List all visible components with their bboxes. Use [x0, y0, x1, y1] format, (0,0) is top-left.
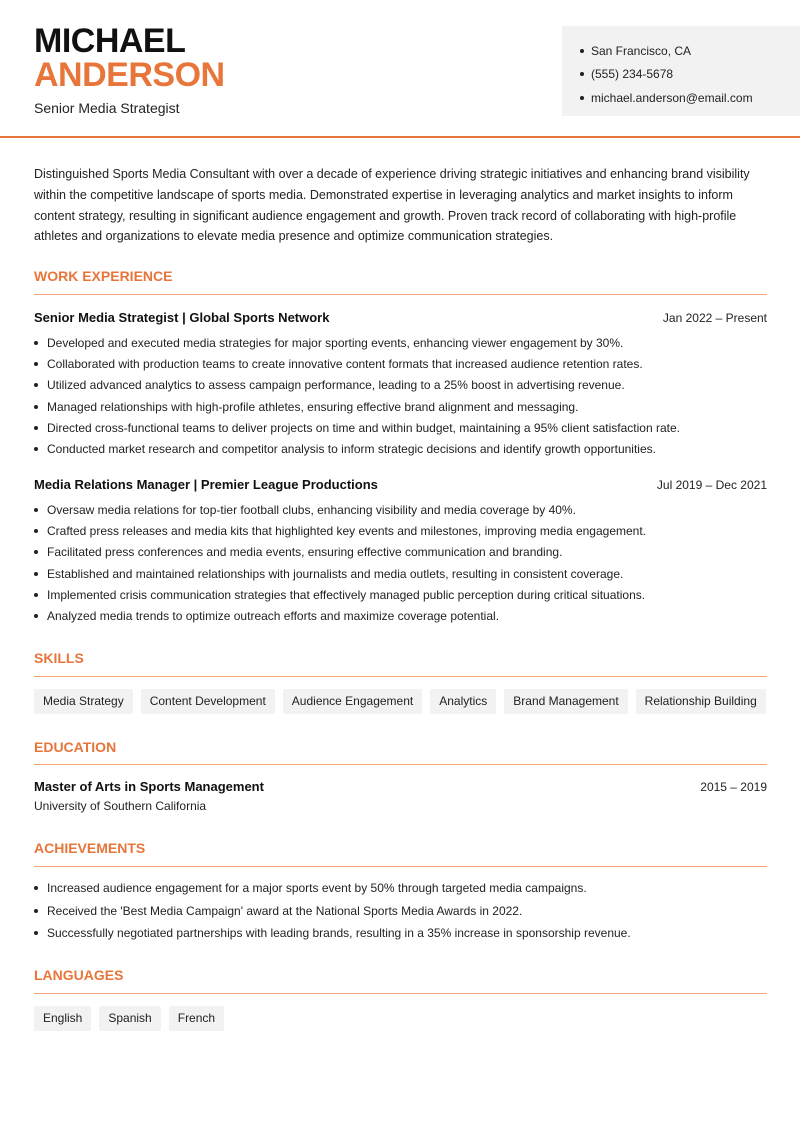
contact-email-text: michael.anderson@email.com [591, 90, 753, 105]
bullet-icon [34, 593, 38, 597]
list-item [34, 520, 767, 541]
list-item [34, 542, 767, 563]
list-item-text: Implemented crisis communication strategies that effectively managed public perception during critical situations. [47, 587, 646, 602]
list-item-text: Increased audience engagement for a major sports event by 50% through targeted media campaigns. [47, 881, 587, 896]
contact-location-text: San Francisco, CA [591, 43, 692, 58]
language-chips [34, 1006, 224, 1031]
languages-section-rule [34, 993, 767, 994]
bullet-icon [34, 909, 38, 913]
list-item [34, 499, 767, 520]
skill-chip: Media Strategy [34, 689, 133, 714]
last-name: ANDERSON [34, 56, 225, 94]
bullet-icon [580, 49, 584, 53]
work-section-rule [34, 294, 767, 295]
skill-chip: Analytics [430, 689, 496, 714]
contact-box [562, 26, 800, 116]
list-item-text: Analyzed media trends to optimize outreach efforts and maximize coverage potential. [47, 609, 500, 624]
list-item [34, 877, 767, 900]
list-item [34, 396, 767, 417]
job-bullets [34, 332, 767, 460]
skills-section-rule [34, 676, 767, 677]
contact-email [580, 86, 800, 110]
skill-chip: Relationship Building [636, 689, 766, 714]
bullet-icon [34, 550, 38, 554]
list-item-text: Received the 'Best Media Campaign' award at the National Sports Media Awards in 2022. [47, 903, 523, 918]
bullet-icon [34, 529, 38, 533]
education-date: 2015 – 2019 [700, 780, 767, 794]
job-header [34, 310, 767, 325]
list-item-text: Utilized advanced analytics to assess campaign performance, leading to a 25% boost in advertising revenue. [47, 378, 625, 393]
contact-location [580, 39, 800, 63]
job-date: Jul 2019 – Dec 2021 [656, 478, 767, 492]
skill-chip: Audience Engagement [283, 689, 422, 714]
contact-phone [580, 63, 800, 87]
bullet-icon [34, 341, 38, 345]
bullet-icon [34, 886, 38, 890]
summary: Distinguished Sports Media Consultant with over a decade of experience driving strategic initiatives and enhancing brand visibility within the competitive landscape of sports media. Demonstrated expertise in leveraging analytics and market insights to inform content strategy, resulting in significant audience engagement and growth. Proven track record of collaborating with high-profile athletes and organizations to elevate media presence and optimize communication strategies. [34, 167, 750, 244]
list-item [34, 332, 767, 353]
language-chip: French [169, 1006, 224, 1031]
list-item-text: Oversaw media relations for top-tier football clubs, enhancing visibility and media coverage by 40%. [47, 502, 576, 517]
list-item [34, 563, 767, 584]
list-item-text: Collaborated with production teams to create innovative content formats that increased audience retention rates. [47, 356, 643, 371]
job-date: Jan 2022 – Present [662, 311, 767, 325]
bullet-icon [34, 508, 38, 512]
list-item [34, 438, 767, 459]
achievement-bullets [34, 877, 767, 945]
achievements-section-rule [34, 866, 767, 867]
first-name: MICHAEL [34, 22, 186, 60]
skills-chips [34, 689, 766, 714]
bullet-icon [34, 383, 38, 387]
language-chip: English [34, 1006, 91, 1031]
bullet-icon [580, 96, 584, 100]
bullet-icon [34, 447, 38, 451]
list-item-text: Established and maintained relationships with journalists and media outlets, resulting in consistent coverage. [47, 566, 624, 581]
languages-section-title: LANGUAGES [34, 967, 124, 983]
list-item-text: Conducted market research and competitor analysis to inform strategic decisions and identify growth opportunities. [47, 442, 656, 457]
degree: Master of Arts in Sports Management [34, 779, 264, 794]
bullet-icon [34, 426, 38, 430]
bullet-icon [34, 931, 38, 935]
bullet-icon [34, 362, 38, 366]
education-section-rule [34, 764, 767, 765]
list-item-text: Facilitated press conferences and media events, ensuring effective communication and branding. [47, 545, 563, 560]
job-bullets [34, 499, 767, 627]
job-header [34, 477, 767, 492]
list-item [34, 353, 767, 374]
list-item [34, 605, 767, 626]
bullet-icon [580, 72, 584, 76]
list-item [34, 922, 767, 945]
bullet-icon [34, 614, 38, 618]
list-item-text: Managed relationships with high-profile athletes, ensuring effective brand alignment and messaging. [47, 399, 579, 414]
education-header [34, 779, 767, 794]
school: University of Southern California [34, 799, 207, 813]
language-chip: Spanish [99, 1006, 160, 1031]
list-item [34, 584, 767, 605]
list-item-text: Directed cross-functional teams to deliver projects on time and within budget, maintaining a 95% client satisfaction rate. [47, 420, 680, 435]
education-section-title: EDUCATION [34, 739, 117, 755]
job-role: Media Relations Manager | Premier League Productions [34, 477, 378, 492]
list-item [34, 900, 767, 923]
resume-header [0, 0, 800, 138]
skill-chip: Content Development [141, 689, 275, 714]
job-title: Senior Media Strategist [34, 100, 180, 116]
list-item [34, 375, 767, 396]
bullet-icon [34, 572, 38, 576]
list-item-text: Developed and executed media strategies for major sporting events, enhancing viewer engagement by 30%. [47, 335, 624, 350]
job-role: Senior Media Strategist | Global Sports Network [34, 310, 330, 325]
bullet-icon [34, 405, 38, 409]
work-section-title: WORK EXPERIENCE [34, 268, 173, 284]
achievements-section-title: ACHIEVEMENTS [34, 840, 146, 856]
contact-phone-text: (555) 234-5678 [591, 67, 674, 82]
skill-chip: Brand Management [504, 689, 627, 714]
list-item-text: Crafted press releases and media kits that highlighted key events and milestones, improving media engagement. [47, 523, 646, 538]
list-item-text: Successfully negotiated partnerships with leading brands, resulting in a 35% increase in sponsorship revenue. [47, 926, 631, 941]
list-item [34, 417, 767, 438]
skills-section-title: SKILLS [34, 650, 84, 666]
